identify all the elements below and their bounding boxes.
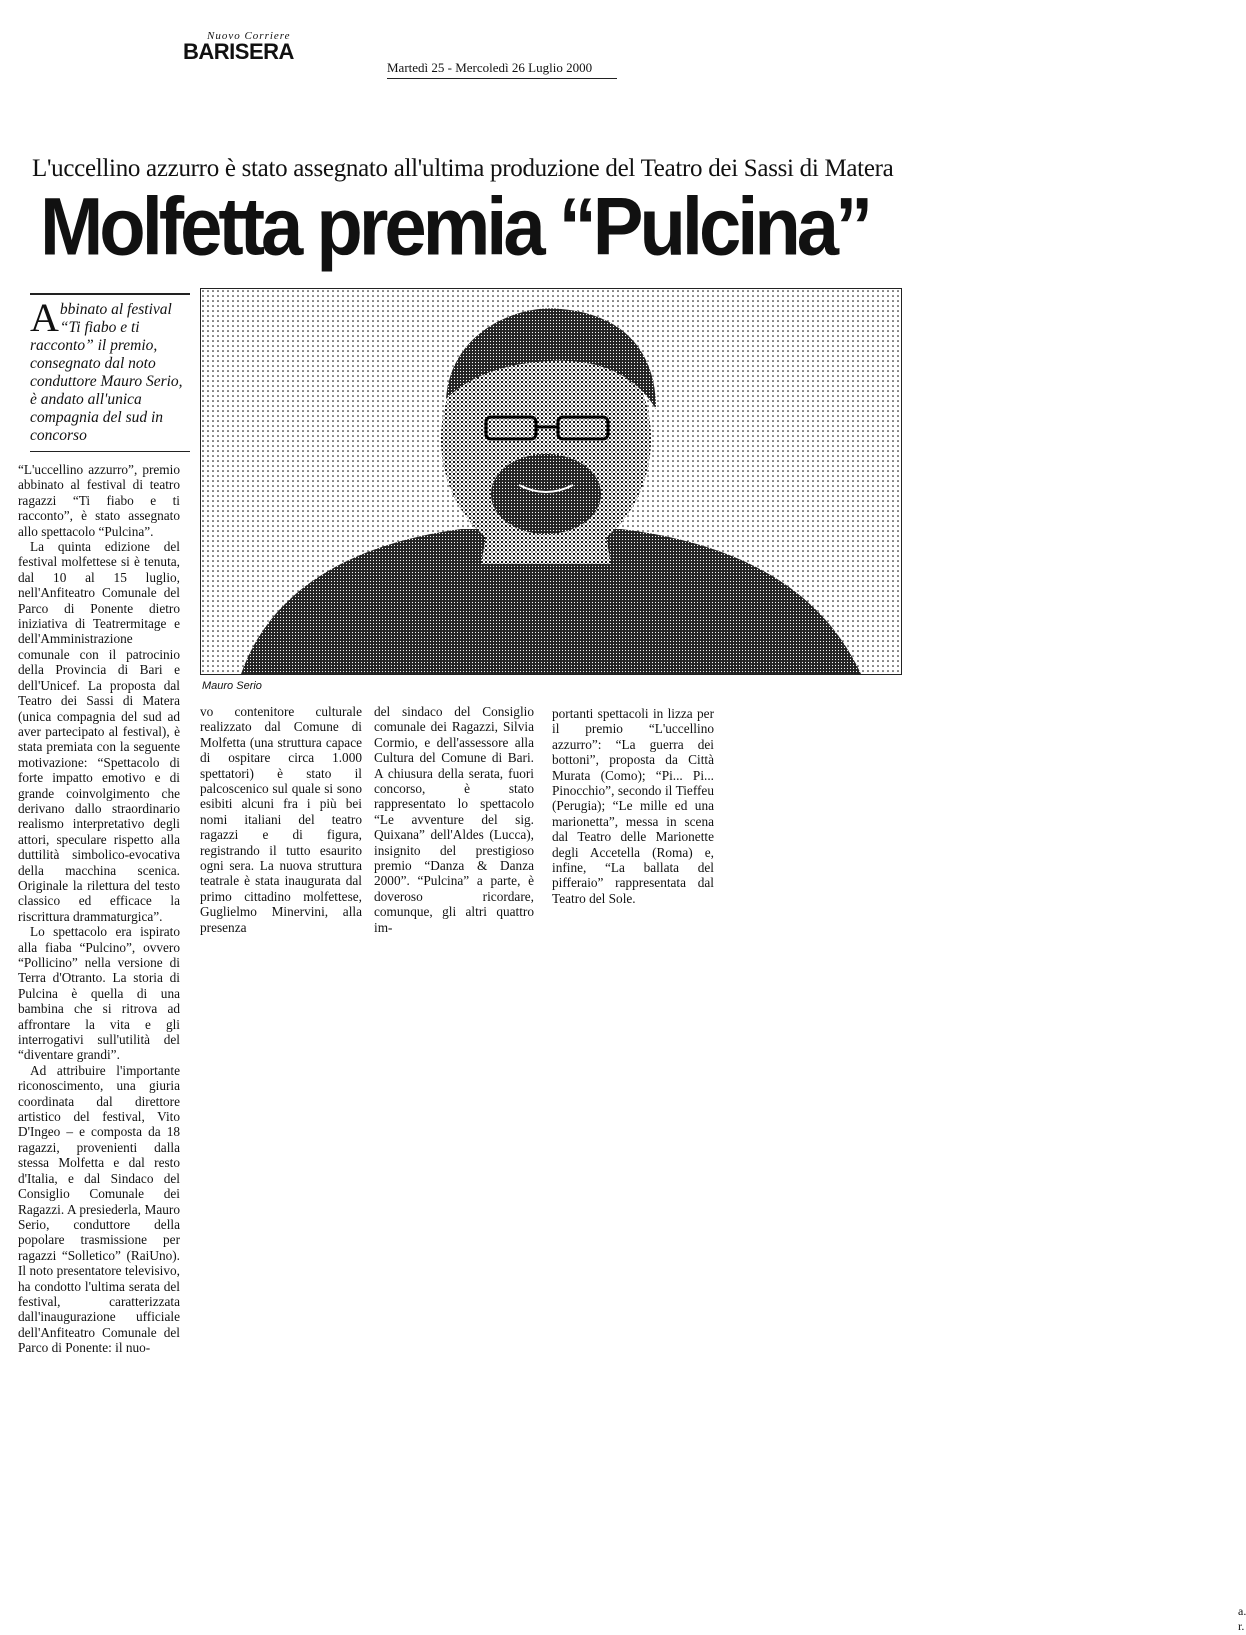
article-column-4 xyxy=(552,706,1246,1634)
paragraph: Ad attribuire l'importante riconoscimento, una giuria coordinata dal direttore artistico del festival, Vito D'Ingeo – e composta da 18 ragazzi, provenienti dalla stessa Molfetta e dal resto d'Italia, e dal Sindaco del Consiglio Comunale dei Ragazzi. A presiederla, Mauro Serio, conduttore della popolare trasmissione per ragazzi “Solletico” (RaiUno). Il noto presentatore televisivo, ha condotto l'ultima serata del festival, caratterizzata dall'inaugurazione ufficiale dell'Anfiteatro Comunale del Parco di Ponente: il nuo- xyxy=(18,1062,180,1356)
paragraph: portanti spettacoli in lizza per il premio “L'uccellino azzurro”: “La guerra dei bottoni”, proposta da Città Murata (Como); “Pi... Pi... Pinocchio”, secondo il Tieffeu (Perugia); “Le mille ed una marionetta”, messa in scena dal Teatro delle Marionette degli Accetella (Roma) e, infine, “La ballata del pifferaio” rappresentata dal Teatro del Sole. xyxy=(552,706,714,906)
article-column-3 xyxy=(374,704,534,935)
article-column-1 xyxy=(18,462,180,1356)
issue-date: Martedì 25 - Mercoledì 26 Luglio 2000 xyxy=(387,60,617,79)
summary-body: bbinato al festival “Ti fiabo e ti racconto” il premio, consegnato dal noto conduttore Mauro Serio, è andato all'unica compagnia del sud in concorso xyxy=(30,301,183,444)
article-column-2 xyxy=(200,704,362,935)
photo-caption: Mauro Serio xyxy=(202,680,262,692)
portrait-photo xyxy=(200,288,902,675)
masthead-small-text: Nuovo Corriere xyxy=(207,30,291,42)
author-initials: a. r. xyxy=(1238,1604,1246,1634)
masthead-name: BARISERA xyxy=(183,39,294,64)
paragraph: Lo spettacolo era ispirato alla fiaba “Pulcino”, ovvero “Pollicino” nella versione di Terra d'Otranto. La storia di Pulcina è quella di una bambina che si ritrova ad affrontare la vita e gli interrogativi sull'utilità del “diventare grandi”. xyxy=(18,924,180,1063)
summary-box xyxy=(30,293,190,452)
masthead-logo xyxy=(183,30,333,70)
main-headline: Molfetta premia “Pulcina” xyxy=(40,181,870,273)
paragraph: del sindaco del Consiglio comunale dei Ragazzi, Silvia Cormio, e dell'assessore alla Cultura del Comune di Bari. A chiusura della serata, fuori concorso, è stato rappresentato lo spettacolo “Le avventure del sig. Quixana” dell'Aldes (Lucca), insignito del prestigioso premio “Danza & Danza 2000”. “Pulcina” a parte, è doveroso ricordare, comunque, gli altri quattro im- xyxy=(374,704,534,935)
kicker-headline: L'uccellino azzurro è stato assegnato all'ultima produzione del Teatro dei Sassi di Matera xyxy=(32,155,894,182)
summary-text xyxy=(30,295,190,445)
paragraph: vo contenitore culturale realizzato dal Comune di Molfetta (una struttura capace di ospitare circa 1.000 spettatori) è stato il palcoscenico sul quale si sono esibiti alcuni fra i più bei nomi italiani del teatro ragazzi e di figura, registrando il tutto esaurito ogni sera. La nuova struttura teatrale è stata inaugurata dal primo cittadino molfettese, Guglielmo Minervini, alla presenza xyxy=(200,704,362,935)
paragraph: La quinta edizione del festival molfettese si è tenuta, dal 10 al 15 luglio, nell'Anfiteatro Comunale del Parco di Ponente dietro iniziativa di Teatrermitage e dell'Amministrazione comunale con il patrocinio della Provincia di Bari e dell'Unicef. La proposta dal Teatro dei Sassi di Matera (unica compagnia del sud ad aver partecipato al festival), è stata premiata con la seguente motivazione: “Spettacolo di forte impatto emotivo e di grande coinvolgimento che derivano dallo straordinario realismo interpretativo degli attori, speculare rispetto alla duttilità simbolico-evocativa della macchina scenica. Originale la rilettura del testo classico ed efficace la riscrittura drammaturgica”. xyxy=(18,539,180,924)
portrait-illustration xyxy=(201,289,901,674)
paragraph: “L'uccellino azzurro”, premio abbinato al festival di teatro ragazzi “Ti fiabo e ti racconto”, è stato assegnato allo spettacolo “Pulcina”. xyxy=(18,462,180,539)
summary-bottom-rule xyxy=(30,451,190,452)
summary-drop-cap: A xyxy=(30,295,59,340)
